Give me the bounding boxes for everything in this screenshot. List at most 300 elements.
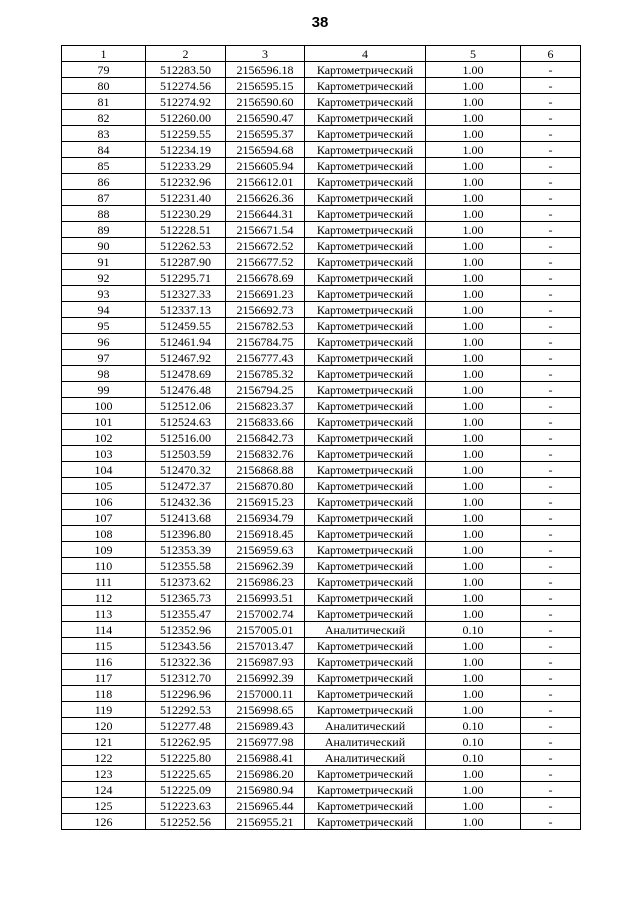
accuracy-cell: 1.00 (426, 238, 521, 254)
method-cell: Картометрический (305, 462, 426, 478)
method-cell: Картометрический (305, 686, 426, 702)
table-row (62, 702, 581, 718)
point-number-cell: 91 (62, 254, 146, 270)
table-row (62, 670, 581, 686)
method-cell: Картометрический (305, 110, 426, 126)
x-coordinate-cell: 512262.95 (146, 734, 226, 750)
accuracy-cell: 1.00 (426, 126, 521, 142)
method-cell: Картометрический (305, 382, 426, 398)
table-row (62, 446, 581, 462)
point-number-cell: 103 (62, 446, 146, 462)
method-cell: Картометрический (305, 222, 426, 238)
x-coordinate-cell: 512476.48 (146, 382, 226, 398)
y-coordinate-cell: 2156784.75 (226, 334, 305, 350)
note-cell: - (521, 622, 581, 638)
y-coordinate-cell: 2156596.18 (226, 62, 305, 78)
accuracy-cell: 1.00 (426, 222, 521, 238)
note-cell: - (521, 110, 581, 126)
point-number-cell: 80 (62, 78, 146, 94)
method-cell: Картометрический (305, 702, 426, 718)
accuracy-cell: 1.00 (426, 766, 521, 782)
method-cell: Картометрический (305, 350, 426, 366)
method-cell: Картометрический (305, 558, 426, 574)
x-coordinate-cell: 512277.48 (146, 718, 226, 734)
point-number-cell: 114 (62, 622, 146, 638)
note-cell: - (521, 654, 581, 670)
note-cell: - (521, 782, 581, 798)
y-coordinate-cell: 2156962.39 (226, 558, 305, 574)
note-cell: - (521, 302, 581, 318)
point-number-cell: 118 (62, 686, 146, 702)
note-cell: - (521, 382, 581, 398)
x-coordinate-cell: 512503.59 (146, 446, 226, 462)
x-coordinate-cell: 512287.90 (146, 254, 226, 270)
x-coordinate-cell: 512461.94 (146, 334, 226, 350)
point-number-cell: 83 (62, 126, 146, 142)
table-row (62, 782, 581, 798)
y-coordinate-cell: 2156993.51 (226, 590, 305, 606)
table-row (62, 270, 581, 286)
x-coordinate-cell: 512516.00 (146, 430, 226, 446)
note-cell: - (521, 590, 581, 606)
method-cell: Картометрический (305, 270, 426, 286)
x-coordinate-cell: 512472.37 (146, 478, 226, 494)
point-number-cell: 97 (62, 350, 146, 366)
y-coordinate-cell: 2156918.45 (226, 526, 305, 542)
method-cell: Картометрический (305, 542, 426, 558)
y-coordinate-cell: 2156777.43 (226, 350, 305, 366)
table-row (62, 462, 581, 478)
table-row (62, 190, 581, 206)
accuracy-cell: 1.00 (426, 670, 521, 686)
point-number-cell: 119 (62, 702, 146, 718)
point-number-cell: 113 (62, 606, 146, 622)
y-coordinate-cell: 2157002.74 (226, 606, 305, 622)
accuracy-cell: 1.00 (426, 446, 521, 462)
method-cell: Картометрический (305, 814, 426, 830)
note-cell: - (521, 350, 581, 366)
accuracy-cell: 1.00 (426, 606, 521, 622)
y-coordinate-cell: 2156934.79 (226, 510, 305, 526)
accuracy-cell: 1.00 (426, 382, 521, 398)
note-cell: - (521, 670, 581, 686)
point-number-cell: 106 (62, 494, 146, 510)
note-cell: - (521, 478, 581, 494)
y-coordinate-cell: 2156870.80 (226, 478, 305, 494)
note-cell: - (521, 494, 581, 510)
method-cell: Картометрический (305, 638, 426, 654)
point-number-cell: 79 (62, 62, 146, 78)
accuracy-cell: 0.10 (426, 718, 521, 734)
column-header: 4 (305, 46, 426, 62)
column-header: 1 (62, 46, 146, 62)
y-coordinate-cell: 2156612.01 (226, 174, 305, 190)
y-coordinate-cell: 2156955.21 (226, 814, 305, 830)
table-row (62, 622, 581, 638)
point-number-cell: 92 (62, 270, 146, 286)
y-coordinate-cell: 2156989.43 (226, 718, 305, 734)
accuracy-cell: 1.00 (426, 174, 521, 190)
table-row (62, 238, 581, 254)
accuracy-cell: 1.00 (426, 686, 521, 702)
y-coordinate-cell: 2156986.20 (226, 766, 305, 782)
table-row (62, 766, 581, 782)
x-coordinate-cell: 512252.56 (146, 814, 226, 830)
point-number-cell: 94 (62, 302, 146, 318)
point-number-cell: 98 (62, 366, 146, 382)
method-cell: Картометрический (305, 286, 426, 302)
accuracy-cell: 1.00 (426, 190, 521, 206)
note-cell: - (521, 446, 581, 462)
note-cell: - (521, 750, 581, 766)
accuracy-cell: 1.00 (426, 462, 521, 478)
y-coordinate-cell: 2156832.76 (226, 446, 305, 462)
y-coordinate-cell: 2156992.39 (226, 670, 305, 686)
x-coordinate-cell: 512259.55 (146, 126, 226, 142)
point-number-cell: 95 (62, 318, 146, 334)
point-number-cell: 85 (62, 158, 146, 174)
x-coordinate-cell: 512260.00 (146, 110, 226, 126)
table-row (62, 158, 581, 174)
method-cell: Картометрический (305, 190, 426, 206)
y-coordinate-cell: 2156794.25 (226, 382, 305, 398)
accuracy-cell: 1.00 (426, 78, 521, 94)
table-header-row (62, 46, 581, 62)
method-cell: Картометрический (305, 158, 426, 174)
x-coordinate-cell: 512223.63 (146, 798, 226, 814)
method-cell: Картометрический (305, 398, 426, 414)
y-coordinate-cell: 2156785.32 (226, 366, 305, 382)
y-coordinate-cell: 2156842.73 (226, 430, 305, 446)
method-cell: Картометрический (305, 126, 426, 142)
y-coordinate-cell: 2156868.88 (226, 462, 305, 478)
x-coordinate-cell: 512524.63 (146, 414, 226, 430)
note-cell: - (521, 94, 581, 110)
y-coordinate-cell: 2156590.47 (226, 110, 305, 126)
accuracy-cell: 1.00 (426, 558, 521, 574)
note-cell: - (521, 686, 581, 702)
method-cell: Картометрический (305, 334, 426, 350)
method-cell: Картометрический (305, 238, 426, 254)
table-row (62, 398, 581, 414)
note-cell: - (521, 702, 581, 718)
y-coordinate-cell: 2156644.31 (226, 206, 305, 222)
point-number-cell: 89 (62, 222, 146, 238)
note-cell: - (521, 734, 581, 750)
point-number-cell: 88 (62, 206, 146, 222)
method-cell: Картометрический (305, 142, 426, 158)
x-coordinate-cell: 512327.33 (146, 286, 226, 302)
y-coordinate-cell: 2156678.69 (226, 270, 305, 286)
note-cell: - (521, 430, 581, 446)
table-row (62, 94, 581, 110)
x-coordinate-cell: 512230.29 (146, 206, 226, 222)
x-coordinate-cell: 512337.13 (146, 302, 226, 318)
y-coordinate-cell: 2156833.66 (226, 414, 305, 430)
y-coordinate-cell: 2156626.36 (226, 190, 305, 206)
point-number-cell: 117 (62, 670, 146, 686)
accuracy-cell: 1.00 (426, 110, 521, 126)
table-row (62, 302, 581, 318)
x-coordinate-cell: 512234.19 (146, 142, 226, 158)
method-cell: Картометрический (305, 494, 426, 510)
note-cell: - (521, 606, 581, 622)
accuracy-cell: 1.00 (426, 814, 521, 830)
accuracy-cell: 1.00 (426, 798, 521, 814)
method-cell: Картометрический (305, 798, 426, 814)
point-number-cell: 99 (62, 382, 146, 398)
table-row (62, 590, 581, 606)
table-row (62, 62, 581, 78)
table-row (62, 430, 581, 446)
coordinates-table (61, 45, 581, 830)
point-number-cell: 111 (62, 574, 146, 590)
x-coordinate-cell: 512296.96 (146, 686, 226, 702)
table-row (62, 734, 581, 750)
x-coordinate-cell: 512459.55 (146, 318, 226, 334)
method-cell: Картометрический (305, 446, 426, 462)
x-coordinate-cell: 512312.70 (146, 670, 226, 686)
note-cell: - (521, 366, 581, 382)
x-coordinate-cell: 512467.92 (146, 350, 226, 366)
accuracy-cell: 1.00 (426, 414, 521, 430)
accuracy-cell: 1.00 (426, 638, 521, 654)
x-coordinate-cell: 512228.51 (146, 222, 226, 238)
method-cell: Картометрический (305, 654, 426, 670)
table-row (62, 606, 581, 622)
table-row (62, 654, 581, 670)
y-coordinate-cell: 2157005.01 (226, 622, 305, 638)
y-coordinate-cell: 2156671.54 (226, 222, 305, 238)
table-row (62, 558, 581, 574)
point-number-cell: 100 (62, 398, 146, 414)
note-cell: - (521, 206, 581, 222)
accuracy-cell: 1.00 (426, 590, 521, 606)
accuracy-cell: 1.00 (426, 302, 521, 318)
x-coordinate-cell: 512432.36 (146, 494, 226, 510)
x-coordinate-cell: 512413.68 (146, 510, 226, 526)
point-number-cell: 93 (62, 286, 146, 302)
x-coordinate-cell: 512233.29 (146, 158, 226, 174)
accuracy-cell: 0.10 (426, 750, 521, 766)
note-cell: - (521, 318, 581, 334)
x-coordinate-cell: 512478.69 (146, 366, 226, 382)
table-row (62, 366, 581, 382)
note-cell: - (521, 558, 581, 574)
point-number-cell: 101 (62, 414, 146, 430)
note-cell: - (521, 158, 581, 174)
table-row (62, 318, 581, 334)
note-cell: - (521, 814, 581, 830)
x-coordinate-cell: 512512.06 (146, 398, 226, 414)
accuracy-cell: 1.00 (426, 542, 521, 558)
point-number-cell: 104 (62, 462, 146, 478)
table-row (62, 542, 581, 558)
point-number-cell: 109 (62, 542, 146, 558)
accuracy-cell: 0.10 (426, 622, 521, 638)
accuracy-cell: 1.00 (426, 286, 521, 302)
x-coordinate-cell: 512262.53 (146, 238, 226, 254)
y-coordinate-cell: 2156605.94 (226, 158, 305, 174)
point-number-cell: 86 (62, 174, 146, 190)
accuracy-cell: 1.00 (426, 206, 521, 222)
x-coordinate-cell: 512283.50 (146, 62, 226, 78)
accuracy-cell: 1.00 (426, 366, 521, 382)
table-body (62, 62, 581, 830)
note-cell: - (521, 526, 581, 542)
y-coordinate-cell: 2156672.52 (226, 238, 305, 254)
method-cell: Картометрический (305, 206, 426, 222)
note-cell: - (521, 574, 581, 590)
point-number-cell: 121 (62, 734, 146, 750)
method-cell: Картометрический (305, 94, 426, 110)
method-cell: Аналитический (305, 750, 426, 766)
y-coordinate-cell: 2156677.52 (226, 254, 305, 270)
note-cell: - (521, 798, 581, 814)
accuracy-cell: 1.00 (426, 94, 521, 110)
point-number-cell: 82 (62, 110, 146, 126)
method-cell: Картометрический (305, 366, 426, 382)
method-cell: Картометрический (305, 414, 426, 430)
y-coordinate-cell: 2156980.94 (226, 782, 305, 798)
accuracy-cell: 1.00 (426, 430, 521, 446)
x-coordinate-cell: 512295.71 (146, 270, 226, 286)
y-coordinate-cell: 2156590.60 (226, 94, 305, 110)
method-cell: Аналитический (305, 718, 426, 734)
note-cell: - (521, 398, 581, 414)
method-cell: Картометрический (305, 590, 426, 606)
accuracy-cell: 1.00 (426, 350, 521, 366)
y-coordinate-cell: 2156987.93 (226, 654, 305, 670)
column-header: 2 (146, 46, 226, 62)
note-cell: - (521, 334, 581, 350)
page-number: 38 (311, 14, 329, 31)
point-number-cell: 105 (62, 478, 146, 494)
accuracy-cell: 1.00 (426, 318, 521, 334)
method-cell: Картометрический (305, 510, 426, 526)
point-number-cell: 81 (62, 94, 146, 110)
table-row (62, 142, 581, 158)
y-coordinate-cell: 2156595.15 (226, 78, 305, 94)
accuracy-cell: 1.00 (426, 398, 521, 414)
accuracy-cell: 0.10 (426, 734, 521, 750)
y-coordinate-cell: 2157013.47 (226, 638, 305, 654)
note-cell: - (521, 254, 581, 270)
table-row (62, 254, 581, 270)
method-cell: Картометрический (305, 78, 426, 94)
y-coordinate-cell: 2156691.23 (226, 286, 305, 302)
point-number-cell: 87 (62, 190, 146, 206)
table-row (62, 718, 581, 734)
point-number-cell: 102 (62, 430, 146, 446)
x-coordinate-cell: 512225.09 (146, 782, 226, 798)
y-coordinate-cell: 2156915.23 (226, 494, 305, 510)
y-coordinate-cell: 2156965.44 (226, 798, 305, 814)
point-number-cell: 107 (62, 510, 146, 526)
note-cell: - (521, 78, 581, 94)
note-cell: - (521, 286, 581, 302)
column-header: 3 (226, 46, 305, 62)
point-number-cell: 124 (62, 782, 146, 798)
method-cell: Картометрический (305, 478, 426, 494)
point-number-cell: 84 (62, 142, 146, 158)
note-cell: - (521, 222, 581, 238)
accuracy-cell: 1.00 (426, 574, 521, 590)
x-coordinate-cell: 512231.40 (146, 190, 226, 206)
point-number-cell: 108 (62, 526, 146, 542)
table-row (62, 174, 581, 190)
point-number-cell: 90 (62, 238, 146, 254)
table-row (62, 414, 581, 430)
note-cell: - (521, 766, 581, 782)
method-cell: Картометрический (305, 254, 426, 270)
x-coordinate-cell: 512396.80 (146, 526, 226, 542)
x-coordinate-cell: 512355.58 (146, 558, 226, 574)
method-cell: Аналитический (305, 734, 426, 750)
note-cell: - (521, 638, 581, 654)
method-cell: Картометрический (305, 430, 426, 446)
note-cell: - (521, 62, 581, 78)
note-cell: - (521, 718, 581, 734)
point-number-cell: 123 (62, 766, 146, 782)
accuracy-cell: 1.00 (426, 782, 521, 798)
x-coordinate-cell: 512365.73 (146, 590, 226, 606)
y-coordinate-cell: 2156986.23 (226, 574, 305, 590)
table-row (62, 750, 581, 766)
table-row (62, 334, 581, 350)
x-coordinate-cell: 512352.96 (146, 622, 226, 638)
table-row (62, 286, 581, 302)
note-cell: - (521, 462, 581, 478)
y-coordinate-cell: 2156692.73 (226, 302, 305, 318)
method-cell: Аналитический (305, 622, 426, 638)
accuracy-cell: 1.00 (426, 654, 521, 670)
table-row (62, 574, 581, 590)
y-coordinate-cell: 2156998.65 (226, 702, 305, 718)
y-coordinate-cell: 2156595.37 (226, 126, 305, 142)
point-number-cell: 96 (62, 334, 146, 350)
x-coordinate-cell: 512274.56 (146, 78, 226, 94)
x-coordinate-cell: 512225.80 (146, 750, 226, 766)
accuracy-cell: 1.00 (426, 494, 521, 510)
point-number-cell: 122 (62, 750, 146, 766)
method-cell: Картометрический (305, 766, 426, 782)
column-header: 6 (521, 46, 581, 62)
point-number-cell: 125 (62, 798, 146, 814)
y-coordinate-cell: 2156959.63 (226, 542, 305, 558)
note-cell: - (521, 542, 581, 558)
table-row (62, 526, 581, 542)
x-coordinate-cell: 512353.39 (146, 542, 226, 558)
method-cell: Картометрический (305, 174, 426, 190)
y-coordinate-cell: 2157000.11 (226, 686, 305, 702)
y-coordinate-cell: 2156594.68 (226, 142, 305, 158)
point-number-cell: 110 (62, 558, 146, 574)
x-coordinate-cell: 512322.36 (146, 654, 226, 670)
note-cell: - (521, 510, 581, 526)
table-row (62, 382, 581, 398)
column-header: 5 (426, 46, 521, 62)
x-coordinate-cell: 512343.56 (146, 638, 226, 654)
accuracy-cell: 1.00 (426, 478, 521, 494)
accuracy-cell: 1.00 (426, 254, 521, 270)
note-cell: - (521, 238, 581, 254)
x-coordinate-cell: 512232.96 (146, 174, 226, 190)
accuracy-cell: 1.00 (426, 158, 521, 174)
note-cell: - (521, 190, 581, 206)
y-coordinate-cell: 2156977.98 (226, 734, 305, 750)
method-cell: Картометрический (305, 62, 426, 78)
